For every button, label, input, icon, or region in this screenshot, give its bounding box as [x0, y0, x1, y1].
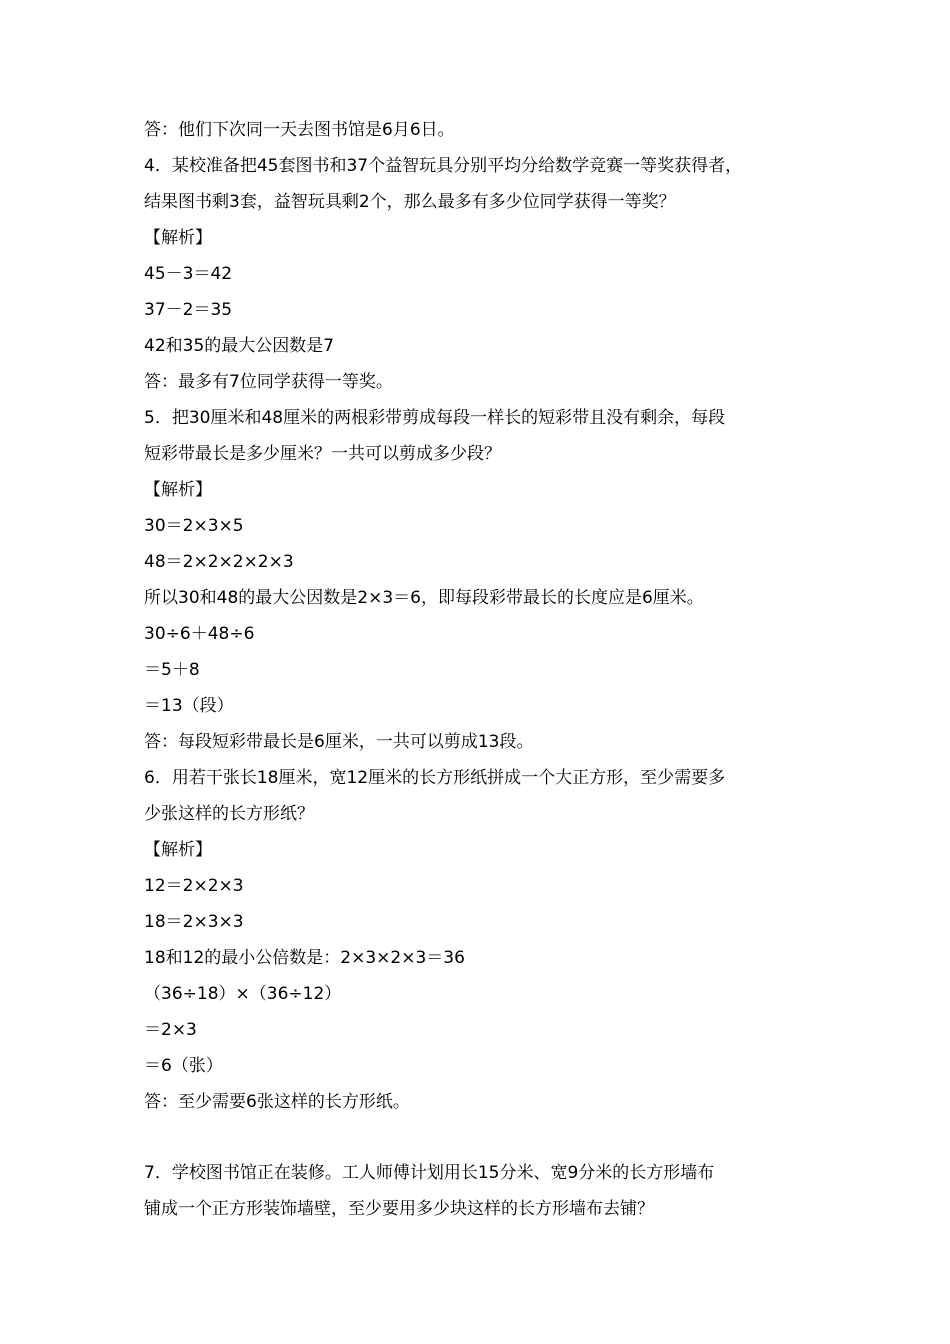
answer-line: 答：他们下次同一天去图书馆是6月6日。 — [144, 120, 455, 140]
solution-line: （36÷18）×（36÷12） — [144, 984, 342, 1004]
question-4-line-1: 4．某校准备把45套图书和37个益智玩具分别平均分给数学竞赛一等奖获得者， — [144, 156, 743, 176]
answer-line: 答：最多有7位同学获得一等奖。 — [144, 372, 393, 392]
solution-line: 37－2＝35 — [144, 300, 233, 320]
answer-line: 答：至少需要6张这样的长方形纸。 — [144, 1092, 410, 1112]
solution-line: 12＝2×2×3 — [144, 876, 244, 896]
solution-line: 42和35的最大公因数是7 — [144, 336, 335, 356]
solution-line: 48＝2×2×2×2×3 — [144, 552, 294, 572]
solution-line: 18＝2×3×3 — [144, 912, 244, 932]
analysis-heading: 【解析】 — [144, 228, 212, 248]
question-7-line-2: 铺成一个正方形装饰墙壁，至少要用多少块这样的长方形墙布去铺？ — [144, 1199, 654, 1219]
solution-line: 45－3＝42 — [144, 264, 233, 284]
question-4-line-2: 结果图书剩3套，益智玩具剩2个，那么最多有多少位同学获得一等奖？ — [144, 192, 676, 212]
question-6-line-1: 6．用若干张长18厘米，宽12厘米的长方形纸拼成一个大正方形，至少需要多 — [144, 768, 726, 788]
answer-line: 答：每段短彩带最长是6厘米，一共可以剪成13段。 — [144, 732, 534, 752]
solution-line: ＝5＋8 — [144, 660, 200, 680]
analysis-heading: 【解析】 — [144, 480, 212, 500]
solution-line: 30÷6＋48÷6 — [144, 624, 255, 644]
question-6-line-2: 少张这样的长方形纸？ — [144, 804, 314, 824]
question-5-line-2: 短彩带最长是多少厘米？一共可以剪成多少段？ — [144, 444, 501, 464]
question-7-line-1: 7．学校图书馆正在装修。工人师傅计划用长15分米、宽9分米的长方形墙布 — [144, 1163, 715, 1183]
solution-line: 18和12的最小公倍数是：2×3×2×3＝36 — [144, 948, 465, 968]
solution-line: ＝13（段） — [144, 696, 234, 716]
solution-line: 所以30和48的最大公因数是2×3＝6，即每段彩带最长的长度应是6厘米。 — [144, 588, 704, 608]
solution-line: ＝6（张） — [144, 1056, 223, 1076]
solution-line: 30＝2×3×5 — [144, 516, 244, 536]
solution-line: ＝2×3 — [144, 1020, 197, 1040]
question-5-line-1: 5．把30厘米和48厘米的两根彩带剪成每段一样长的短彩带且没有剩余，每段 — [144, 408, 726, 428]
analysis-heading: 【解析】 — [144, 840, 212, 860]
